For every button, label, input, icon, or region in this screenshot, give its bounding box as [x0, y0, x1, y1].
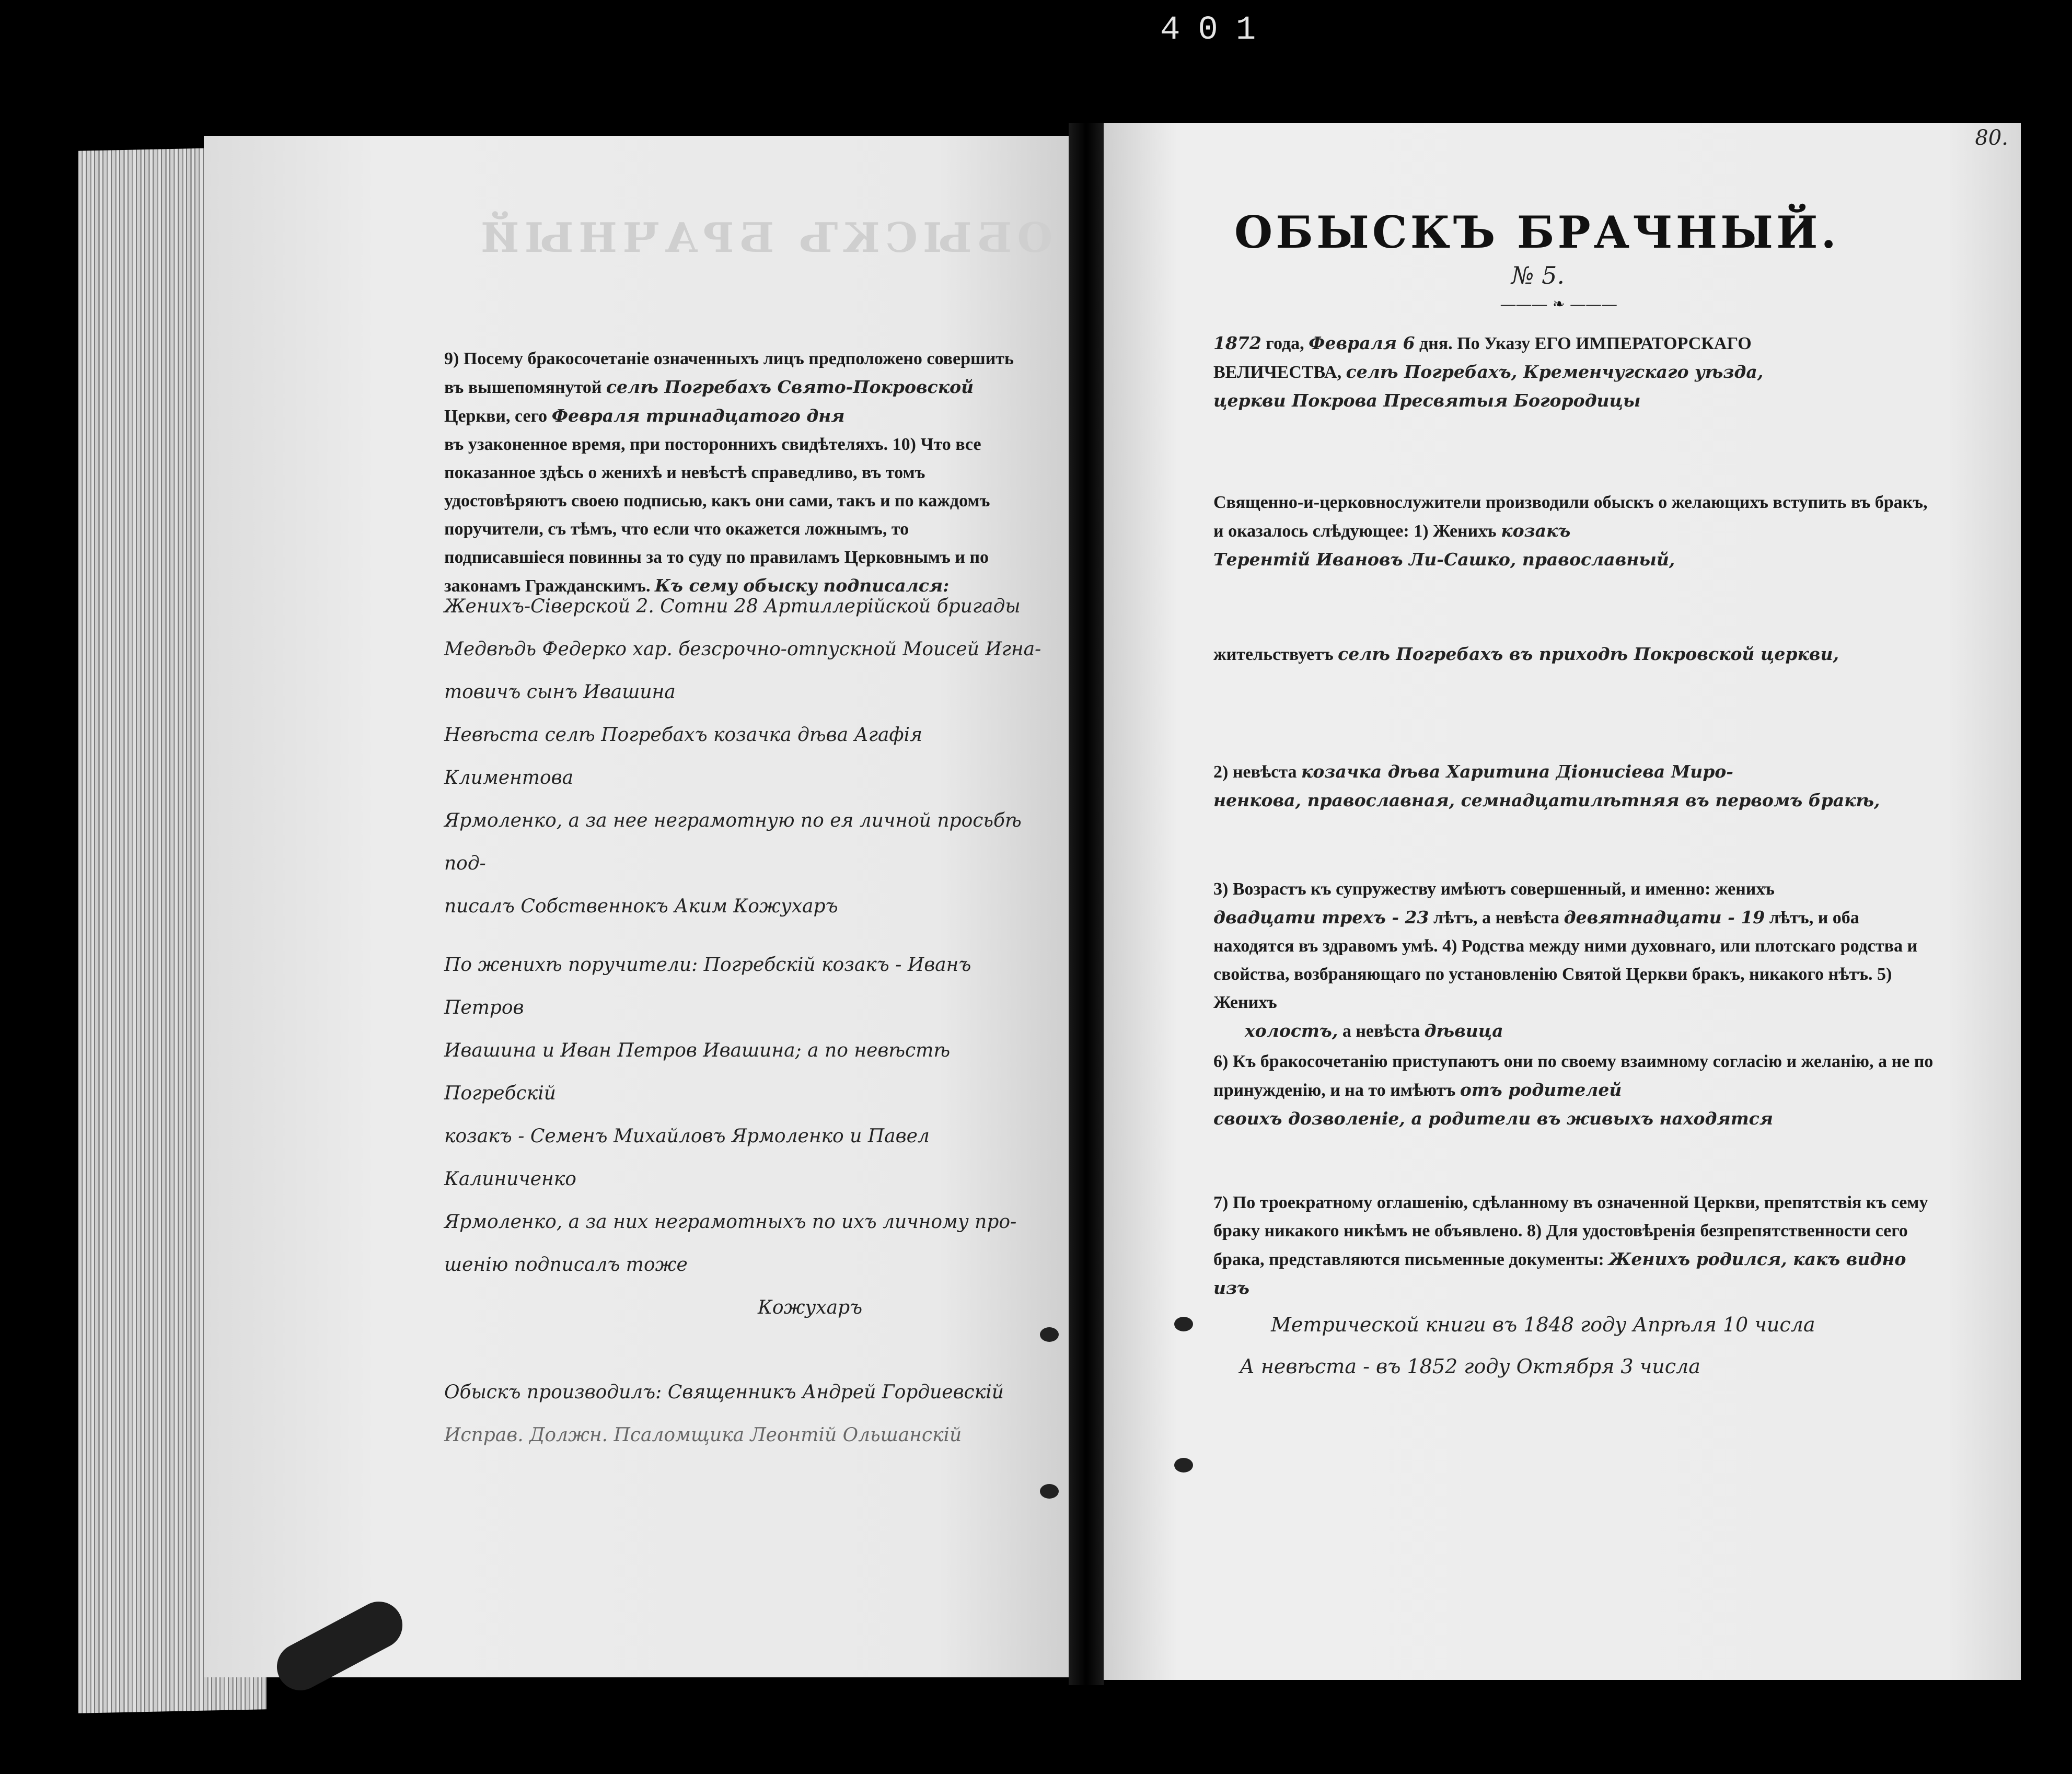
wax-blot	[1174, 1458, 1193, 1472]
wax-blot	[1174, 1317, 1193, 1331]
residence-line: жительствуетъ селѣ Погребахъ въ приходѣ Покровской церкви,	[1213, 644, 1839, 664]
wedding-date-hand: Февраля тринадцатого дня	[551, 405, 845, 426]
wax-blot	[1040, 1484, 1059, 1499]
banns-and-documents: 7) По троекратному оглашенію, сдѣланному въ означенной Церкви, препятствія къ сему браку никакого никѣмъ не объявлено. 8) Для удостовѣренія безпрепятственности сего брака, представляются письменные документы: Женихъ родился, какъ видно изъ	[1213, 1193, 1928, 1298]
wax-blot	[1040, 1327, 1059, 1342]
page-number: 80.	[1975, 126, 2008, 150]
church-name-hand: селѣ Погребахъ Свято-Покровской	[606, 377, 974, 397]
consent-section: 6) Къ бракосочетанію приступаютъ они по своему взаимному согласію и желанію, а не по принужденію, и на то имѣютъ отъ родителей своихъ дозволеніе, а родители въ живыхъ находятся	[1213, 1052, 1934, 1129]
book-gutter	[1069, 123, 1104, 1685]
bride-section: 2) невѣста козачка дѣва Харитина Діонисіева Миро- ненкова, православная, семнадцатилѣтняя въ первомъ бракѣ,	[1213, 761, 1880, 810]
open-register-book	[63, 123, 2020, 1685]
right-page	[1104, 123, 2021, 1680]
left-para-9: 9) Посему бракосочетаніе означенныхъ лицъ предположено совершить въ вышепомянутой селѣ Погребахъ Свято-Покровской Церкви, сего Февраля тринадцатого дня въ узаконенное время, при постороннихъ свидѣтеляхъ. 10) Что все показанное здѣсь о женихѣ и невѣстѣ справедливо, въ томъ удостовѣряютъ своею подписью, какъ они сами, такъ и по каждомъ поручители, съ тѣмъ, что если что окажется ложнымъ, то подписавшіеся повинны за то суду по правиламъ Церковнымъ и по законамъ Гражданскимъ. Къ сему обыску подписался:	[444, 349, 1014, 596]
archive-stamp-number: 401	[1160, 11, 1274, 49]
form-title: ОБЫСКЪ БРАЧНЫЙ.	[1234, 206, 1839, 258]
bleed-through-title: ОБЫСКЪ БРАЧНЫЙ	[476, 214, 1053, 262]
groom-section: Священно-и-церковнослужители производили обыскъ о желающихъ вступить въ бракъ, и оказалось слѣдующее: 1) Женихъ козакъ Терентій Ивановъ Ли-Сашко, православный,	[1213, 493, 1928, 570]
left-signatures: Женихъ-Сіверской 2. Сотни 28 Артиллерійской бригады Медвѣдь Федерко хар. безсрочно-отпускной Моисей Игна- товичъ сынъ Ивашина Невѣста селѣ Погребахъ козачка дѣва Агафія Климентова Ярмоленко, а за нее неграмотную по ея личной просьбѣ под- писалъ Собственнокъ Аким Кожухаръ По женихѣ поручители: Погребскій козакъ - Иванъ Петров Ивашина и Иван Петров Ивашина; а по невѣстѣ Погребскій козакъ - Семенъ Михайловъ Ярмоленко и Павел Калиниченко Ярмоленко, а за них неграмотныхъ по ихъ личному про- шенію подписалъ тоже Кожухаръ Обыскъ производилъ: Священникъ Андрей Гордиевскій Исправ. Должн. Псаломщика Леонтій Ольшанскій	[444, 596, 1041, 1446]
birth-records-hand: Метрической книги въ 1848 году Апрѣля 10 числа А невѣста - въ 1852 году Октября 3 числа	[1240, 1313, 1815, 1378]
left-page	[204, 136, 1069, 1677]
date-and-parish: 1872 года, Февраля 6 дня. По Указу ЕГО ИМПЕРАТОРСКАГО ВЕЛИЧЕСТВА, селѣ Погребахъ, Кременчугскаго уѣзда, церкви Покрова Пресвятыя Богородицы	[1213, 333, 1764, 411]
ornament-rule: ——— ❧ ———	[1501, 296, 1618, 312]
age-and-kinship: 3) Возрастъ къ супружеству имѣютъ совершенный, и именно: женихъ двадцати трехъ - 23 лѣтъ, а невѣста девятнадцати - 19 лѣтъ, и оба находятся въ здравомъ умѣ. 4) Родства между ними духовнаго, или плотскаго родства и свойства, возбраняющаго по установленію Святой Церкви бракъ, никакого нѣтъ. 5) Женихъ холостъ, а невѣста дѣвица	[1213, 879, 1918, 1041]
record-number: № 5.	[1511, 261, 1565, 289]
